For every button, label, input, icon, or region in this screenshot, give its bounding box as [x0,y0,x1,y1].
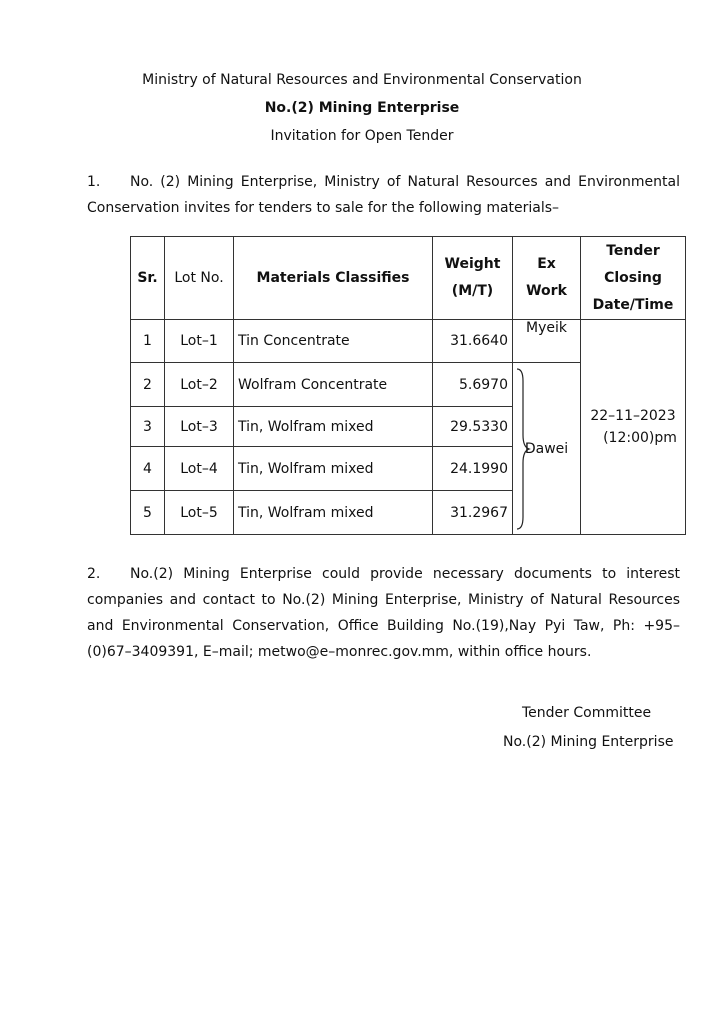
row-5-lot: Lot–5 [165,491,234,535]
row-2-sr: 2 [131,363,165,407]
header-closing-line3: Date/Time [592,296,674,313]
row-2-weight: 5.6970 [433,363,513,407]
header-weight-line1: Weight [444,256,501,272]
header-weight [433,237,513,320]
ministry-heading: Ministry of Natural Resources and Environmental Conservation [142,72,582,88]
row-5-material: Tin, Wolfram mixed [234,491,433,535]
header-materials: Materials Classifies [234,237,433,320]
row-1-lot: Lot–1 [165,320,234,363]
row-1-sr: 1 [131,320,165,363]
exwork-myeik: Myeik [513,320,581,363]
paragraph-2 [87,561,680,665]
paragraph-2-text: No.(2) Mining Enterprise could provide necessary documents to interest companies and contact to No.(2) Mining Enterprise, Ministry of Natural Resources and Environmental Conservation, Office Building No.(19),Nay Pyi Taw, Ph: +95–(0)67–3409391, E–mail; metwo@e–monrec.gov.mm, within office hours. [87,566,680,660]
header-exwork: Ex Work [513,237,581,320]
header-sr: Sr. [131,237,165,320]
row-3-weight: 29.5330 [433,407,513,447]
row-2-material: Wolfram Concentrate [234,363,433,407]
enterprise-heading: No.(2) Mining Enterprise [264,100,460,116]
signature-committee: Tender Committee [522,705,652,721]
row-4-weight: 24.1990 [433,447,513,491]
subject-heading: Invitation for Open Tender [270,128,454,144]
table-row [131,320,686,363]
table-header-row [131,237,686,320]
row-5-sr: 5 [131,491,165,535]
paragraph-2-number: 2. [87,566,101,582]
row-4-sr: 4 [131,447,165,491]
exwork-dawei-cell [513,363,581,535]
row-4-lot: Lot–4 [165,447,234,491]
row-5-weight: 31.2967 [433,491,513,535]
tender-table [130,236,686,535]
row-2-lot: Lot–2 [165,363,234,407]
row-4-material: Tin, Wolfram mixed [234,447,433,491]
paragraph-1-text: No. (2) Mining Enterprise, Ministry of Natural Resources and Environmental Conservation invites for tenders to sale for the following materials– [87,174,680,216]
header-closing [581,237,686,320]
header-closing-line2: Closing [604,269,662,286]
row-1-weight: 31.6640 [433,320,513,363]
closing-date-time [581,320,686,535]
header-closing-line1: Tender [606,242,660,259]
signature-enterprise: No.(2) Mining Enterprise [503,734,674,750]
row-3-material: Tin, Wolfram mixed [234,407,433,447]
header-lot: Lot No. [165,237,234,320]
row-3-sr: 3 [131,407,165,447]
exwork-dawei: Dawei [524,440,569,457]
header-weight-line2: (M/T) [451,283,494,299]
row-3-lot: Lot–3 [165,407,234,447]
curly-brace-icon [515,367,531,531]
paragraph-1 [87,169,680,221]
row-1-material: Tin Concentrate [234,320,433,363]
closing-time: (12:00)pm [603,430,677,446]
closing-date: 22–11–2023 [590,408,676,424]
paragraph-1-number: 1. [87,174,101,190]
